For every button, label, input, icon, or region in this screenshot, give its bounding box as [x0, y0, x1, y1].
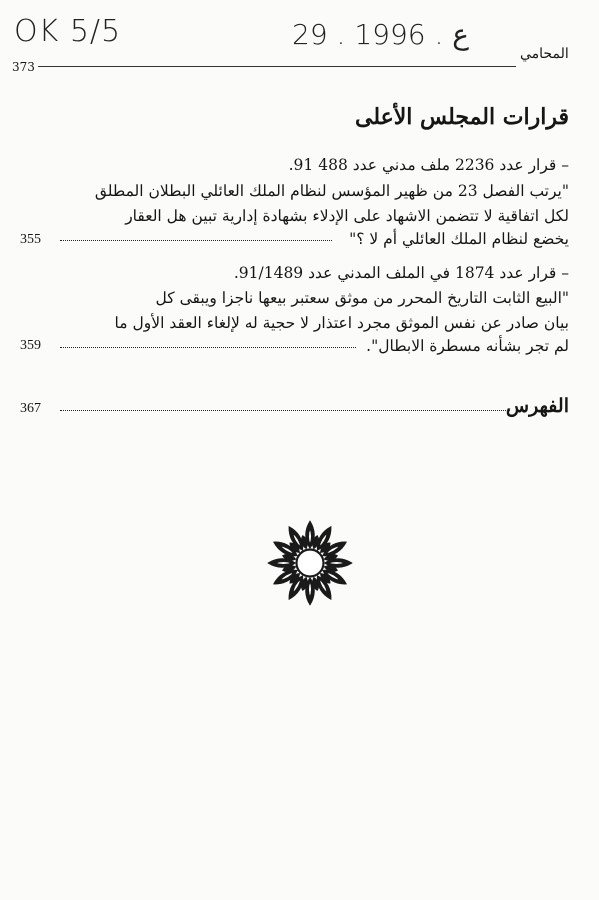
entry-line: بيان صادر عن نفس الموثق مجرد اعتذار لا حجية له لإلغاء العقد الأول ما — [114, 314, 569, 332]
page-number: 373 — [12, 60, 35, 74]
dot-leader — [60, 410, 510, 411]
dot-leader — [60, 240, 332, 241]
header-rule — [38, 66, 516, 67]
toc-title: الفهرس — [505, 395, 569, 417]
toc-page-number: 367 — [20, 401, 41, 416]
entry-line: "البيع الثابت التاريخ المحرر من موثق سعتبر بيعها ناجزا ويبقى كل — [155, 289, 569, 307]
star-flower-ornament-icon — [265, 518, 355, 608]
entry-line: لم تجر بشأنه مسطرة الابطال". — [366, 337, 569, 355]
entry-line: – قرار عدد 1874 في الملف المدني عدد 91/1489. — [233, 264, 569, 282]
section-title: قرارات المجلس الأعلى — [354, 104, 569, 130]
entry-line: – قرار عدد 2236 ملف مدني عدد 488 91. — [288, 156, 569, 174]
entry-line: "يرتب الفصل 23 من ظهير المؤسس لنظام الملك العائلي البطلان المطلق — [94, 182, 569, 200]
dot-leader — [60, 347, 356, 348]
entry-line: يخضع لنظام الملك العائلي أم لا ؟" — [349, 230, 569, 248]
entry-page-number: 359 — [20, 338, 41, 353]
entry-page-number: 355 — [20, 232, 41, 247]
handwritten-note-left: OK 5/5 — [14, 14, 122, 49]
running-header-title: المحامي — [520, 46, 569, 62]
entry-line: لكل اتفاقية لا تتضمن الاشهاد على الإدلاء بشهادة إدارية تبين هل العقار — [125, 207, 569, 225]
handwritten-date: 29 . ع . 1996 — [292, 18, 470, 51]
